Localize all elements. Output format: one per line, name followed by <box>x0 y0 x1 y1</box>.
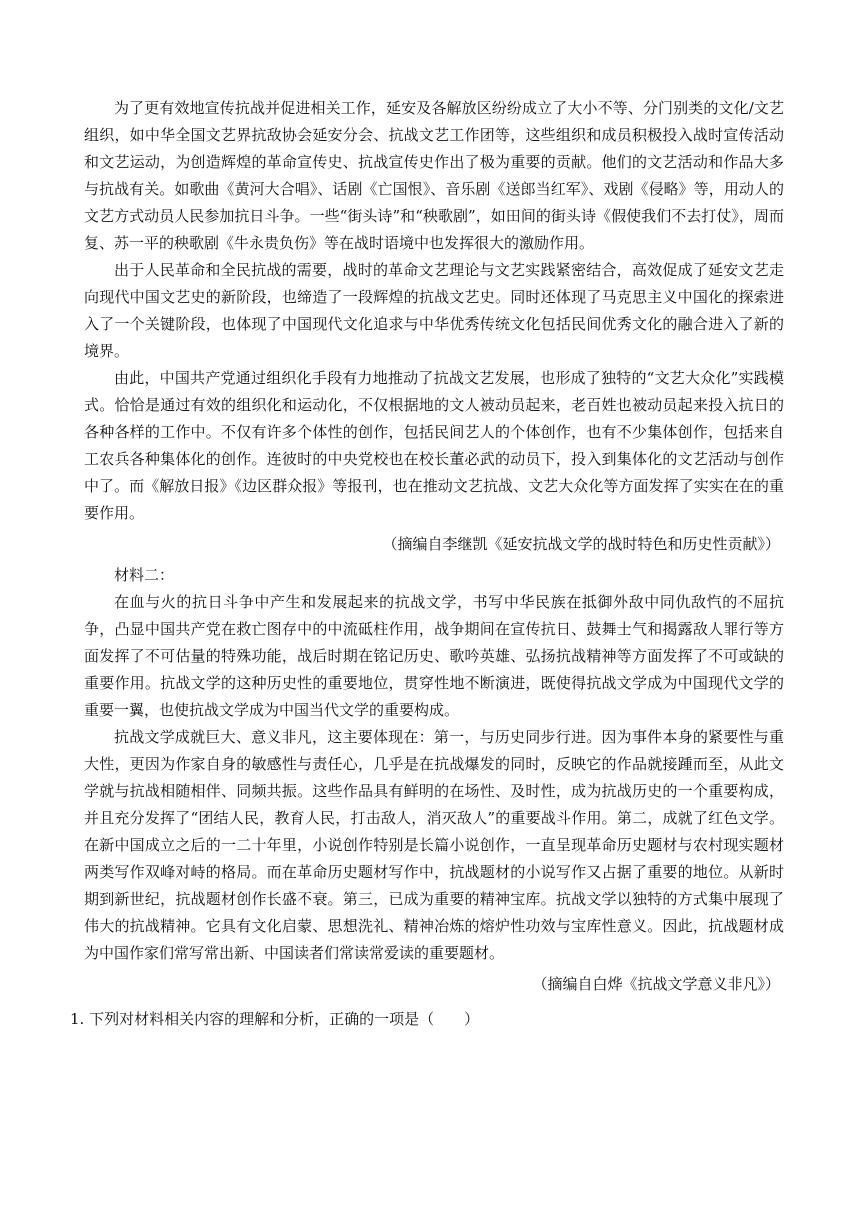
material-one-source: （摘编自李继凯《延安抗战文学的战时特色和历史性贡献》） <box>382 535 780 553</box>
material-two-paragraph-1: 在血与火的抗日斗争中产生和发展起来的抗战文学，书写中华民族在抵御外敌中同仇敌忾的不屈抗争，凸显中国共产党在救亡图存中的中流砥柱作用，战争期间在宣传抗日、鼓舞士气和揭露敌人罪行等方面发挥了不可估量的特殊功能，战后时期在铭记历史、歌吟英雄、弘扬抗战精神等方面发挥了不可或缺的重要作用。抗战文学的这种历史性的重要地位，贯穿性地不断演进，既使得抗战文学成为中国现代文学的重要一翼，也使抗战文学成为中国当代文学的重要构成。 <box>84 593 784 719</box>
material-one-paragraph-2: 出于人民革命和全民抗战的需要，战时的革命文艺理论与文艺实践紧密结合，高效促成了延安文艺走向现代中国文艺史的新阶段，也缔造了一段辉煌的抗战文艺史。同时还体现了马克思主义中国化的探索进入了一个关键阶段，也体现了中国现代文化追求与中华优秀传统文化包括民间优秀文化的融合进入了新的境界。 <box>84 261 784 360</box>
material-one-paragraph-1: 为了更有效地宣传抗战并促进相关工作，延安及各解放区纷纷成立了大小不等、分门别类的文化/文艺组织，如中华全国文艺界抗敌协会延安分会、抗战文艺工作团等，这些组织和成员积极投入战时宣传活动和文艺运动，为创造辉煌的革命宣传史、抗战宣传史作出了极为重要的贡献。他们的文艺活动和作品大多与抗战有关。如歌曲《黄河大合唱》、话剧《亡国恨》、音乐剧《送郎当红军》、戏剧《侵略》等，用动人的文艺方式动员人民参加抗日斗争。一些“街头诗”和“秧歌剧”，如田间的街头诗《假使我们不去打仗》，周而复、苏一平的秧歌剧《牛永贵负伤》等在战时语境中也发挥很大的激励作用。 <box>84 99 784 252</box>
material-two-label: 材料二： <box>114 566 175 584</box>
document-page <box>70 95 784 1033</box>
question-1: 1. 下列对材料相关内容的理解和分析，正确的一项是（ ） <box>70 1010 480 1028</box>
material-two-source: （摘编自白烨《抗战文学意义非凡》） <box>532 975 780 993</box>
material-one-paragraph-3: 由此，中国共产党通过组织化手段有力地推动了抗战文艺发展，也形成了独特的“文艺大众化”实践模式。恰恰是通过有效的组织化和运动化，不仅根据地的文人被动员起来，老百姓也被动员起来投入抗日的各种各样的工作中。不仅有许多个体性的创作，包括民间艺人的个体创作，也有不少集体创作，包括来自工农兵各种集体化的创作。连彼时的中央党校也在校长董必武的动员下，投入到集体化的文艺活动与创作中了。而《解放日报》《边区群众报》等报刊，也在推动文艺抗战、文艺大众化等方面发挥了实实在在的重要作用。 <box>84 369 784 522</box>
material-two-paragraph-2: 抗战文学成就巨大、意义非凡，这主要体现在：第一，与历史同步行进。因为事件本身的紧要性与重大性，更因为作家自身的敏感性与责任心，几乎是在抗战爆发的同时，反映它的作品就接踵而至，从此文学就与抗战相随相伴、同频共振。这些作品具有鲜明的在场性、及时性，成为抗战历史的一个重要构成，并且充分发挥了“团结人民，教育人民，打击敌人，消灭敌人”的重要战斗作用。第二，成就了红色文学。在新中国成立之后的一二十年里，小说创作特别是长篇小说创作，一直呈现革命历史题材与农村现实题材两类写作双峰对峙的格局。而在革命历史题材写作中，抗战题材的小说写作又占据了重要的地位。从新时期到新世纪，抗战题材创作长盛不衰。第三，已成为重要的精神宝库。抗战文学以独特的方式集中展现了伟大的抗战精神。它具有文化启蒙、思想洗礼、精神冶炼的熔炉性功效与宝库性意义。因此，抗战题材成为中国作家们常写常出新、中国读者们常读常爱读的重要题材。 <box>84 728 784 962</box>
